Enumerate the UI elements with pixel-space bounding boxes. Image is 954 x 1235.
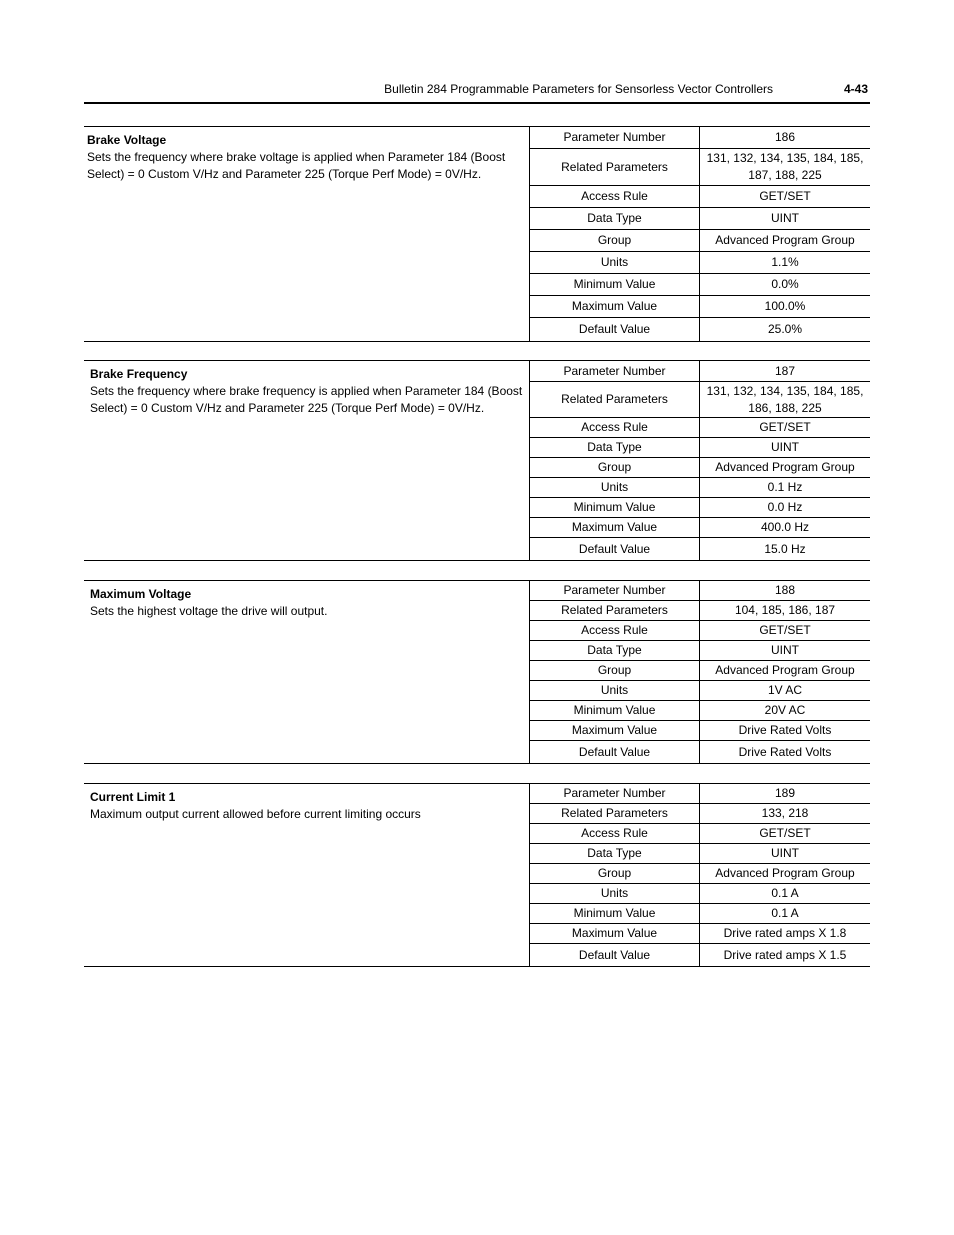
row-minimum-value <box>530 498 870 518</box>
row-value: Advanced Program Group <box>715 663 855 677</box>
row-value: UINT <box>771 846 799 860</box>
row-label: Related Parameters <box>530 804 700 823</box>
row-value: 104, 185, 186, 187 <box>734 603 836 617</box>
row-label: Minimum Value <box>530 904 700 923</box>
row-group <box>530 458 870 478</box>
row-label: Group <box>530 458 700 477</box>
row-label: Data Type <box>530 208 700 229</box>
param-block-maximum-voltage <box>84 580 870 764</box>
row-label: Maximum Value <box>530 518 700 537</box>
row-related-parameters <box>530 601 870 621</box>
row-access-rule <box>530 621 870 641</box>
row-value: 1V AC <box>767 683 803 697</box>
param-block-brake-frequency <box>84 360 870 561</box>
row-value: GET/SET <box>759 189 811 203</box>
row-group <box>530 230 870 252</box>
param-text: Sets the frequency where brake frequency is applied when Parameter 184 (Boost Select) = 0 Custom V/Hz and Parameter 225 (Torque Perf Mode) = 0V/Hz. <box>90 384 523 415</box>
row-label: Related Parameters <box>530 601 700 620</box>
row-label: Units <box>530 884 700 903</box>
row-value: 25.0% <box>767 322 803 336</box>
row-label: Default Value <box>530 318 700 341</box>
param-name: Brake Frequency <box>90 367 188 381</box>
param-text: Sets the highest voltage the drive will output. <box>90 604 328 618</box>
row-label: Parameter Number <box>530 581 700 600</box>
row-label: Maximum Value <box>530 721 700 740</box>
row-minimum-value <box>530 904 870 924</box>
row-value: 131, 132, 134, 135, 184, 185, 187, 188, 225 <box>706 151 864 182</box>
row-value: UINT <box>771 643 799 657</box>
row-maximum-value <box>530 518 870 538</box>
document-title: Bulletin 284 Programmable Parameters for Sensorless Vector Controllers <box>384 82 773 96</box>
row-data-type <box>530 208 870 230</box>
param-description <box>90 586 526 620</box>
row-group <box>530 864 870 884</box>
row-value: GET/SET <box>759 826 811 840</box>
row-units <box>530 681 870 701</box>
row-label: Default Value <box>530 741 700 763</box>
row-value: UINT <box>771 440 799 454</box>
row-value: 0.0% <box>771 277 799 291</box>
row-value: Advanced Program Group <box>715 460 855 474</box>
row-label: Parameter Number <box>530 784 700 803</box>
row-parameter-number <box>530 581 870 601</box>
row-data-type <box>530 844 870 864</box>
row-default-value <box>530 318 870 341</box>
param-table <box>529 361 870 560</box>
row-value: 400.0 Hz <box>760 520 810 534</box>
param-description <box>90 366 526 417</box>
param-table <box>529 784 870 966</box>
param-text: Maximum output current allowed before current limiting occurs <box>90 807 421 821</box>
param-block-brake-voltage <box>84 126 870 342</box>
row-value: 131, 132, 134, 135, 184, 185, 186, 188, 225 <box>706 383 864 415</box>
row-related-parameters <box>530 804 870 824</box>
row-label: Minimum Value <box>530 701 700 720</box>
row-access-rule <box>530 186 870 208</box>
row-parameter-number <box>530 127 870 149</box>
row-label: Related Parameters <box>530 382 700 417</box>
row-label: Group <box>530 661 700 680</box>
row-value: 0.1 Hz <box>767 480 803 494</box>
param-name: Maximum Voltage <box>90 587 192 601</box>
row-label: Minimum Value <box>530 498 700 517</box>
row-value: Drive rated amps X 1.8 <box>723 926 847 940</box>
row-label: Access Rule <box>530 186 700 207</box>
param-description <box>87 132 523 183</box>
row-value: 0.0 Hz <box>767 500 803 514</box>
row-label: Minimum Value <box>530 274 700 295</box>
row-value: 1.1% <box>771 255 799 269</box>
row-value: Drive rated amps X 1.5 <box>723 947 847 962</box>
row-label: Maximum Value <box>530 296 700 317</box>
row-maximum-value <box>530 296 870 318</box>
row-value: 20V AC <box>764 703 806 717</box>
row-value: 188 <box>774 583 796 597</box>
param-name: Current Limit 1 <box>90 790 176 804</box>
row-label: Units <box>530 681 700 700</box>
row-maximum-value <box>530 924 870 944</box>
row-value: 186 <box>774 130 796 144</box>
row-value: GET/SET <box>759 623 811 637</box>
row-label: Default Value <box>530 538 700 560</box>
row-value: GET/SET <box>759 420 811 434</box>
row-minimum-value <box>530 701 870 721</box>
row-value: 100.0% <box>764 299 806 313</box>
row-value: 133, 218 <box>761 806 809 820</box>
param-name: Brake Voltage <box>87 133 167 147</box>
row-data-type <box>530 641 870 661</box>
row-value: 0.1 A <box>771 886 799 900</box>
page-number: 4-43 <box>843 82 868 96</box>
row-default-value <box>530 944 870 966</box>
row-units <box>530 884 870 904</box>
row-minimum-value <box>530 274 870 296</box>
row-value: 187 <box>774 363 796 378</box>
page-header <box>84 80 870 104</box>
row-related-parameters <box>530 149 870 186</box>
row-parameter-number <box>530 784 870 804</box>
row-default-value <box>530 741 870 763</box>
row-label: Access Rule <box>530 621 700 640</box>
row-value: 189 <box>774 786 796 800</box>
row-value: Advanced Program Group <box>715 233 855 247</box>
row-label: Group <box>530 864 700 883</box>
row-related-parameters <box>530 382 870 418</box>
row-access-rule <box>530 418 870 438</box>
param-description <box>90 789 526 823</box>
row-default-value <box>530 538 870 560</box>
row-label: Parameter Number <box>530 127 700 148</box>
row-label: Parameter Number <box>530 361 700 381</box>
row-maximum-value <box>530 721 870 741</box>
row-label: Default Value <box>530 944 700 966</box>
row-value: Drive Rated Volts <box>738 744 832 759</box>
row-label: Related Parameters <box>530 149 700 185</box>
row-value: Drive Rated Volts <box>738 723 832 737</box>
row-units <box>530 252 870 274</box>
row-label: Group <box>530 230 700 251</box>
row-label: Data Type <box>530 641 700 660</box>
row-label: Maximum Value <box>530 924 700 943</box>
row-parameter-number <box>530 361 870 382</box>
param-table <box>529 127 870 341</box>
row-label: Units <box>530 478 700 497</box>
row-access-rule <box>530 824 870 844</box>
param-block-current-limit-1 <box>84 783 870 967</box>
row-value: UINT <box>771 211 799 225</box>
row-value: 0.1 A <box>771 906 799 920</box>
row-label: Data Type <box>530 844 700 863</box>
param-text: Sets the frequency where brake voltage is applied when Parameter 184 (Boost Select) = 0 Custom V/Hz and Parameter 225 (Torque Perf Mode) = 0V/Hz. <box>87 150 506 181</box>
row-value: Advanced Program Group <box>715 866 855 880</box>
param-table <box>529 581 870 763</box>
row-data-type <box>530 438 870 458</box>
row-units <box>530 478 870 498</box>
row-label: Data Type <box>530 438 700 457</box>
row-value: 15.0 Hz <box>764 541 806 556</box>
row-label: Units <box>530 252 700 273</box>
row-label: Access Rule <box>530 418 700 437</box>
row-label: Access Rule <box>530 824 700 843</box>
row-group <box>530 661 870 681</box>
